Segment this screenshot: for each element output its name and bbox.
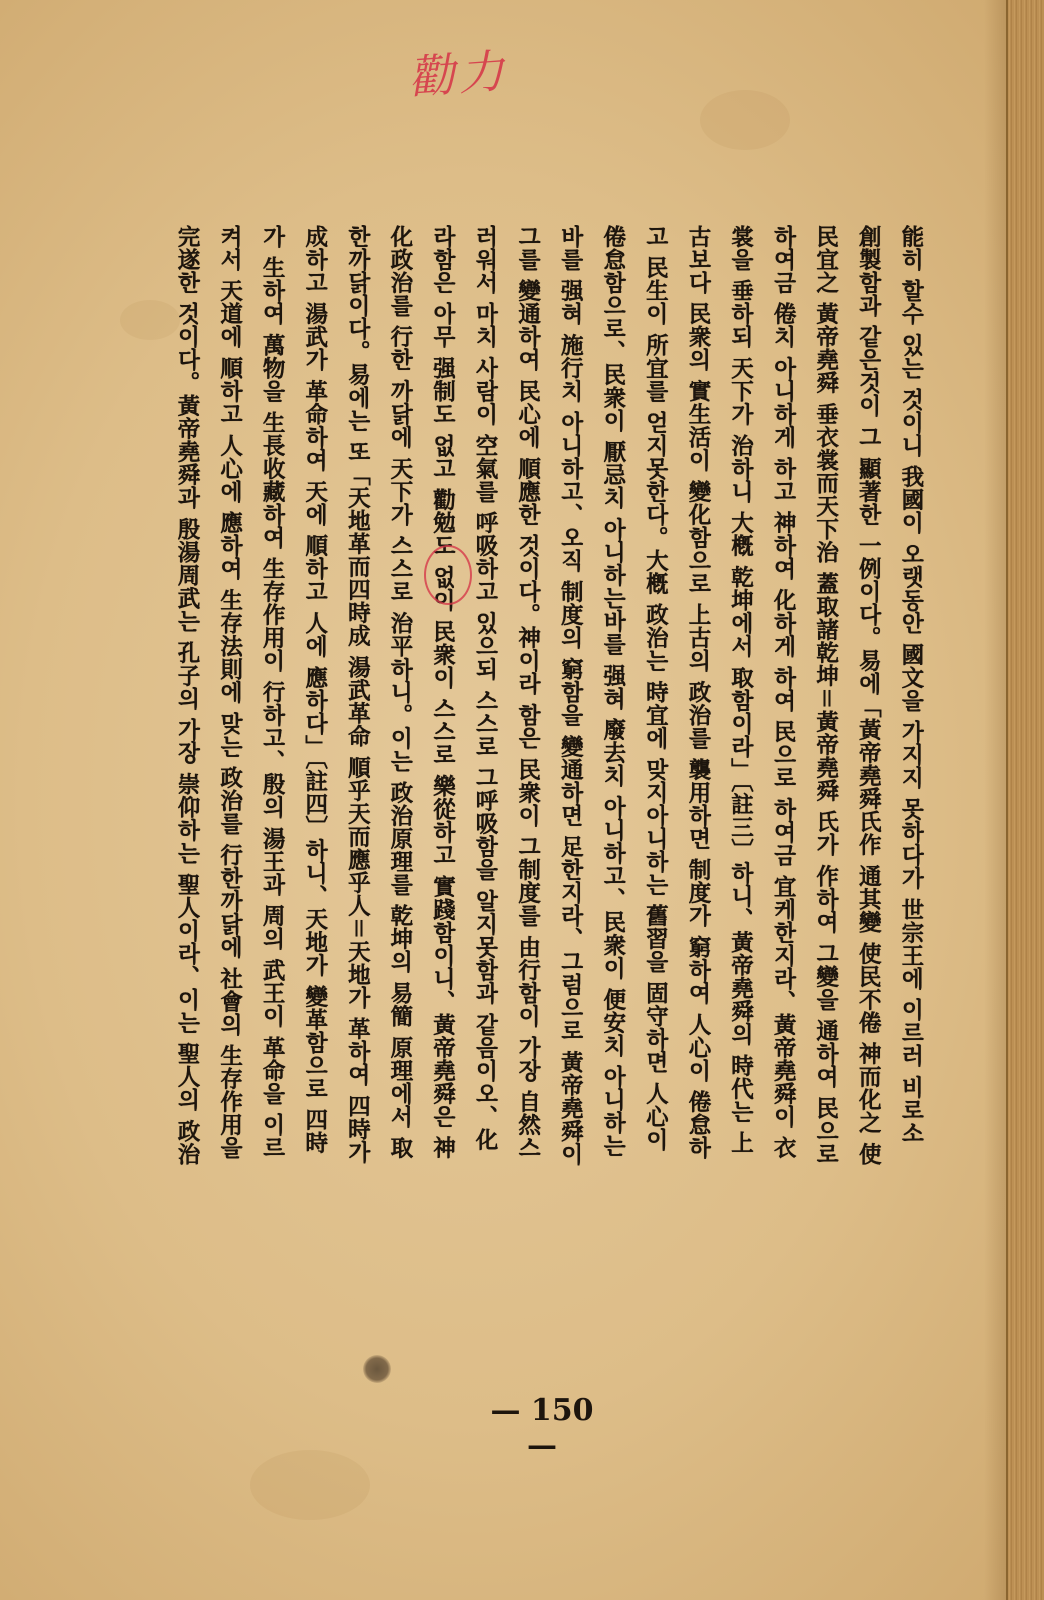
text-column: 하여금 倦치 아니하게 하고 神하여 化하게 하여 民으로 하여금 宜케한지라、黃帝堯舜이 衣 [770,225,797,1160]
text-column: 고 民生이 所宜를 얻지못한다。大槪 政治는 時宜에 맞지아니하는 舊習을 固守하면 人心이 [642,225,669,1151]
paper-stain [700,90,790,150]
text-column: 創製함과 같은것이 그 顯著한 一例이다。易에「黃帝堯舜氏作 通其變 使民不倦 神而化之 使 [855,225,882,1166]
handwritten-note [408,38,518,118]
text-column: 裳을 垂하되 天下가 治하니 大槪 乾坤에서 取함이라」〔註三〕하니、黃帝堯舜의 時代는 上 [727,225,754,1155]
text-column: 倦怠함으로、民衆이 厭忌치 아니하는바를 强혀 廢去치 아니하고、民衆이 便安치 아니하는 [599,225,626,1158]
text-column: 古보다 民衆의 實生活이 變化함으로 上古의 政治를 襲用하면 制度가 窮하여 人心이 倦怠하 [684,225,711,1160]
text-column: 가 生하여 萬物을 生長收藏하여 生存作用이 行하고、殷의 湯王과 周의 武王이 革命을 이르 [259,225,286,1160]
ink-smudge [363,1355,391,1383]
text-column: 한까닭이다。易에는 또「天地革而四時成 湯武革命 順乎天而應乎人＝天地가 革하여 四時가 [344,225,371,1164]
page-edge-shadow [984,0,1008,1600]
handwritten-note-text: 勸力 [406,43,510,105]
text-column: 그를 變通하여 民心에 順應한 것이다。神이라 함은 民衆이 그制度를 由行함이 가장 自然스 [514,225,541,1160]
text-column: 成하고 湯武가 革命하여 天에 順하고 人에 應하다」〔註四〕하니、天地가 變革함으로 四時 [301,225,328,1155]
text-column: 完遂한 것이다。黃帝堯舜과 殷湯周武는 孔子의 가장 崇仰하는 聖人이라、이는 聖人의 政治 [174,225,200,1166]
text-column: 바를 强혀 施行치 아니하고、오직 制度의 窮함을 變通하면 足한지라、그럼으로 黃帝堯舜이 [557,225,584,1166]
text-column: 民宜之 黃帝堯舜 垂衣裳而天下治 蓋取諸乾坤＝黃帝堯舜 氏가 作하여 그變을 通하여 民으로 [812,225,839,1166]
book-page-edges [1006,0,1044,1600]
text-column: 라함은 아무 强制도 없고 勸勉도 없이 民衆이 스스로 樂從하고 實踐함이니、黃帝堯舜은 神 [429,225,456,1160]
red-circle-annotation [424,545,472,605]
text-column: 化政治를 行한 까닭에 天下가 스스로 治平하니。이는 政治原理를 乾坤의 易簡 原理에서 取 [386,225,413,1160]
page-number: — 150 — [490,1393,594,1463]
text-column: 러워서 마치 사람이 空氣를 呼吸하고 있으되 스스로 그呼吸함을 알지못함과 같음이오、化 [472,225,499,1151]
text-column: 켜서 天道에 順하고 人心에 應하여 生存法則에 맞는 政治를 行한까닭에 社會의 生存作用을 [216,225,243,1160]
text-column: 能히 할수 있는 것이니 我國이 오랫동안 國文을 가지지 못하다가 世宗王에 이르러 비로소 [897,225,924,1145]
